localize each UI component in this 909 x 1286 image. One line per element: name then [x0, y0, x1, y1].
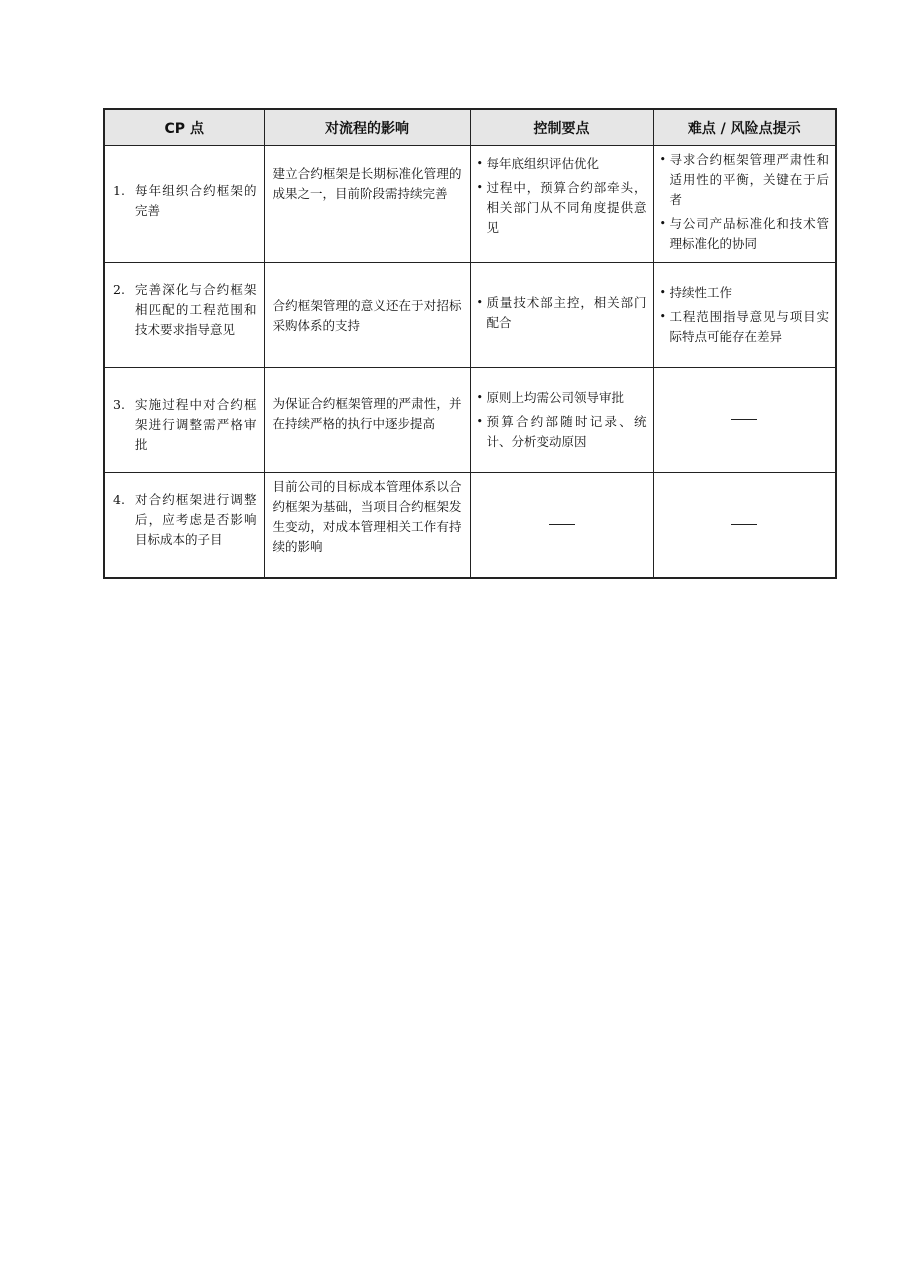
cp-number: 4. [113, 492, 125, 507]
control-cell [470, 263, 653, 368]
risk-cell-empty [653, 368, 836, 473]
risk-item: • 寻求合约框架管理严肃性和适用性的平衡，关键在于后者 [660, 150, 830, 210]
impact-cell [264, 146, 470, 263]
bullet-icon: • [659, 310, 666, 323]
table-row [104, 473, 836, 578]
cp-cell [104, 263, 264, 368]
risk-cell [653, 146, 836, 263]
cp-number: 3. [113, 397, 125, 412]
risk-item: • 持续性工作 [660, 283, 830, 303]
table-row [104, 368, 836, 473]
bullet-icon: • [476, 181, 483, 194]
cp-cell [104, 368, 264, 473]
control-item: • 质量技术部主控，相关部门配合 [477, 293, 647, 333]
control-cell-empty [470, 473, 653, 578]
cp-control-table [103, 108, 837, 579]
bullet-icon: • [476, 296, 483, 309]
control-item: • 预算合约部随时记录、统计、分析变动原因 [477, 412, 647, 452]
control-cell [470, 368, 653, 473]
control-cell [470, 146, 653, 263]
cp-cell [104, 473, 264, 578]
bullet-icon: • [659, 217, 666, 230]
impact-cell [264, 368, 470, 473]
cp-number: 2. [113, 282, 125, 297]
table-row [104, 263, 836, 368]
cp-text: 完善深化与合约框架相匹配的工程范围和技术要求指导意见 [135, 282, 257, 337]
header-risk: 难点 / 风险点提示 [653, 109, 836, 146]
bullet-icon: • [659, 153, 666, 166]
control-item: • 过程中，预算合约部牵头，相关部门从不同角度提供意见 [477, 178, 647, 238]
dash-mark [549, 524, 575, 525]
impact-text: 合约框架管理的意义还在于对招标采购体系的支持 [272, 298, 462, 333]
cp-text: 每年组织合约框架的完善 [135, 183, 257, 218]
risk-item: • 与公司产品标准化和技术管理标准化的协同 [660, 214, 830, 254]
risk-item: • 工程范围指导意见与项目实际特点可能存在差异 [660, 307, 830, 347]
table-row [104, 146, 836, 263]
risk-cell [653, 263, 836, 368]
control-item: • 每年底组织评估优化 [477, 154, 647, 174]
control-item: • 原则上均需公司领导审批 [477, 388, 647, 408]
bullet-icon: • [476, 415, 483, 428]
bullet-icon: • [659, 286, 666, 299]
bullet-icon: • [476, 391, 483, 404]
impact-text: 建立合约框架是长期标准化管理的成果之一，目前阶段需持续完善 [272, 166, 462, 201]
dash-mark [731, 419, 757, 420]
header-impact: 对流程的影响 [264, 109, 470, 146]
impact-cell [264, 473, 470, 578]
impact-cell [264, 263, 470, 368]
header-control: 控制要点 [470, 109, 653, 146]
table-header-row [104, 109, 836, 146]
header-cp: CP 点 [104, 109, 264, 146]
impact-text: 目前公司的目标成本管理体系以合约框架为基础，当项目合约框架发生变动，对成本管理相关工作有持续的影响 [272, 479, 462, 554]
cp-text: 对合约框架进行调整后，应考虑是否影响目标成本的子目 [135, 492, 257, 547]
risk-cell-empty [653, 473, 836, 578]
cp-cell [104, 146, 264, 263]
cp-number: 1. [113, 183, 125, 198]
cp-text: 实施过程中对合约框架进行调整需严格审批 [135, 397, 257, 452]
impact-text: 为保证合约框架管理的严肃性，并在持续严格的执行中逐步提高 [272, 396, 462, 431]
bullet-icon: • [476, 157, 483, 170]
dash-mark [731, 524, 757, 525]
